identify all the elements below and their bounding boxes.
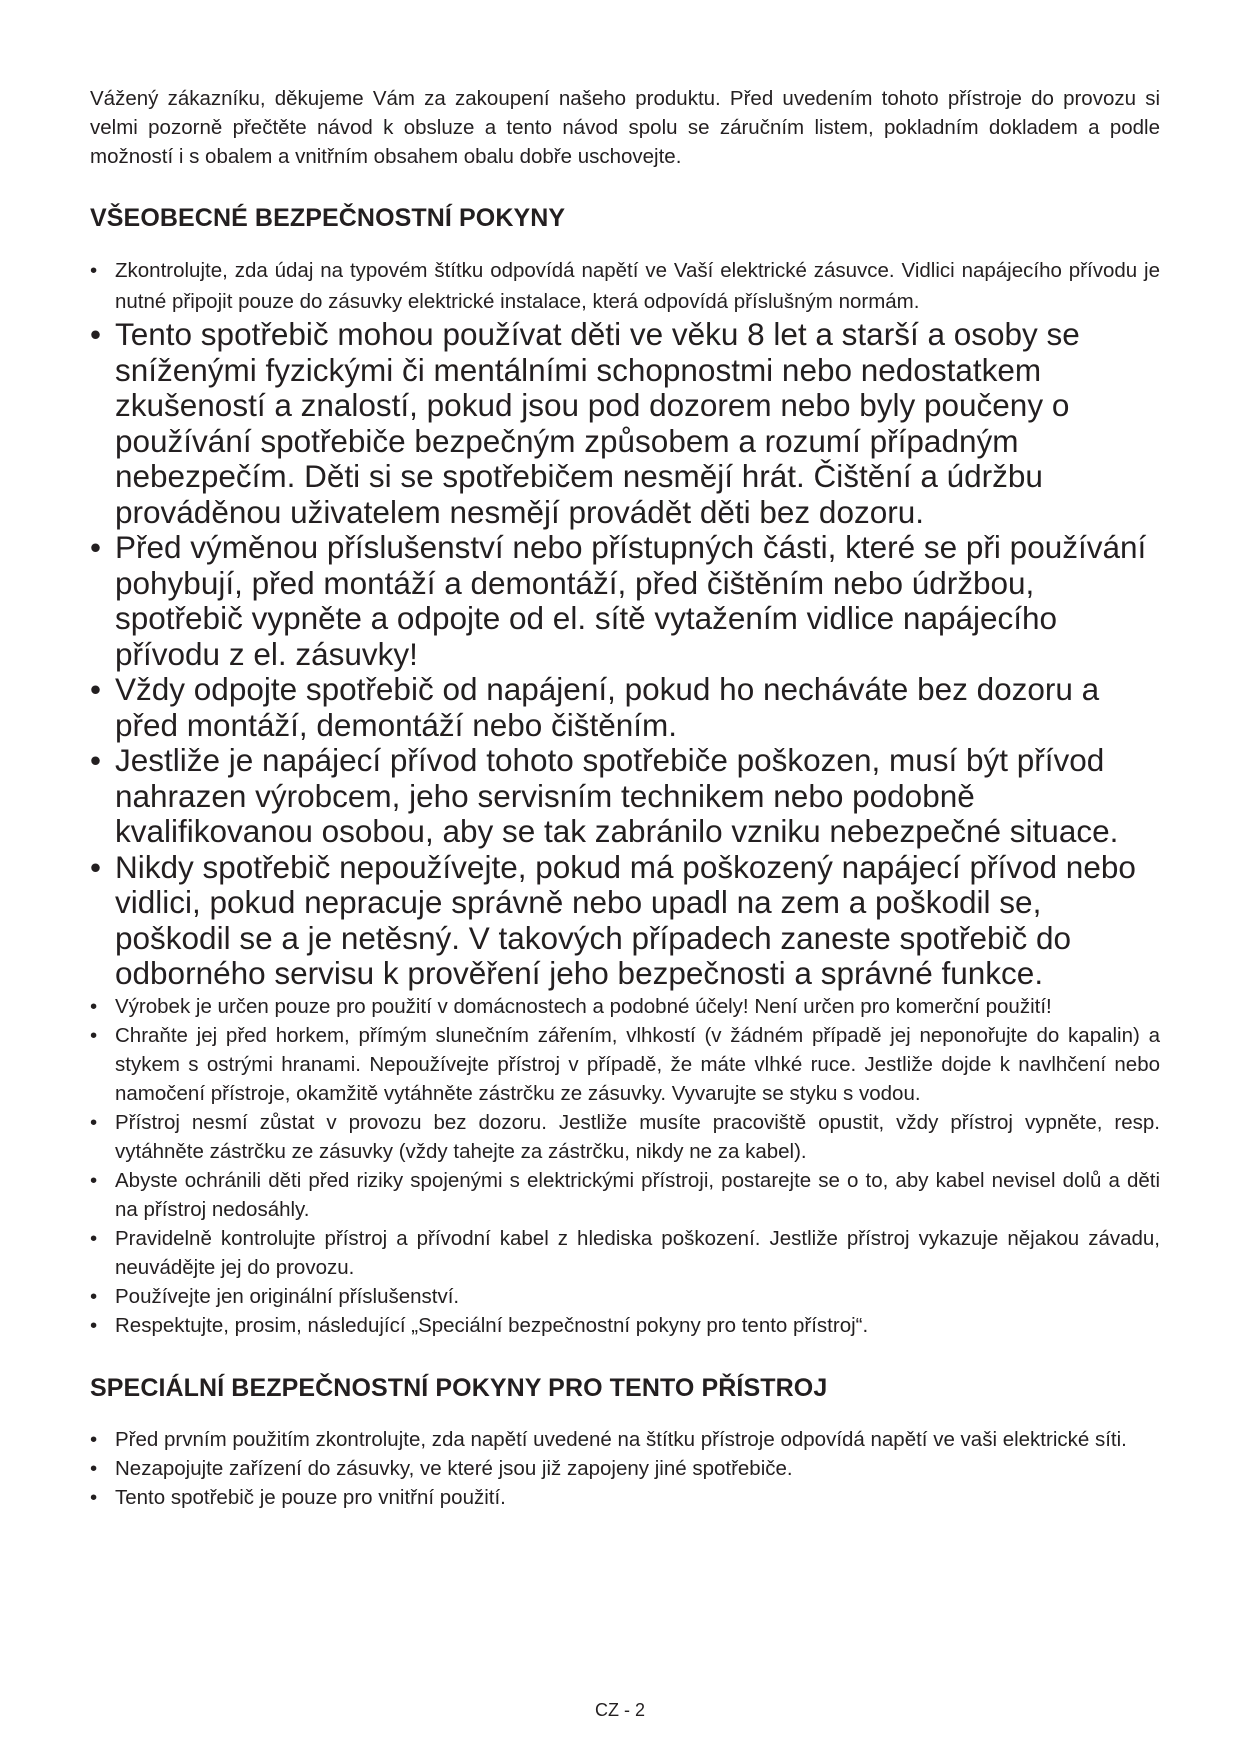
bullet-icon: • [90,1023,98,1047]
list-item-text: Nikdy spotřebič nepoužívejte, pokud má poškozený napájecí přívod nebo vidlici, pokud nepracuje správně nebo upadl na zem a poškodil se, poškodil se a je netěsný. V takových případech zaneste spotřebič do odborného servisu k prověření jeho bezpečnosti a správné funkce. [115,848,1136,991]
bullet-icon: • [90,1226,98,1250]
list-item-text: Používejte jen originální příslušenství. [115,1284,460,1308]
bullet-icon: • [90,1485,98,1509]
bullet-icon: • [90,742,102,778]
general-safety-heading: VŠEOBECNÉ BEZPEČNOSTNÍ POKYNY [90,204,566,232]
list-item [90,1483,1160,1512]
list-item [90,672,1160,743]
list-item-text: Tento spotřebič je pouze pro vnitřní použití. [115,1485,506,1509]
list-item-text: Před výměnou příslušenství nebo přístupných části, které se při používání pohybují, před montáží a demontáží, před čištěním nebo údržbou, spotřebič vypněte a odpojte od el. sítě vytažením vidlice napájecího přívodu z el. zásuvky! [115,529,1147,672]
list-item [90,255,1160,317]
list-item [90,1311,1160,1340]
bullet-icon: • [90,848,102,885]
list-item-text: Tento spotřebič mohou používat děti ve věku 8 let a starší a osoby se sníženými fyzickými či mentálními schopnostmi nebo nedostatkem zkušeností a znalostí, pokud jsou pod dozorem nebo byly poučeny o používání spotřebiče bezpečným způsobem a rozumí případným nebezpečím. Děti si se spotřebičem nesmějí hrát. Čištění a údržbu prováděnou uživatelem nesmějí provádět děti bez dozoru. [115,316,1080,530]
list-item-text: Výrobek je určen pouze pro použití v domácnostech a podobné účely! Není určen pro komerční použití! [115,994,1052,1018]
list-item [90,317,1160,530]
general-safety-list [90,255,1160,1340]
manual-page [90,84,1160,1512]
page-number: CZ - 2 [594,1700,645,1720]
list-item-text: Abyste ochránili děti před riziky spojenými s elektrickými přístroji, postarejte se o to, aby kabel nevisel dolů a děti na přístroj nedosáhly. [115,1168,1160,1221]
list-item [90,1166,1160,1224]
intro-paragraph: Vážený zákazníku, děkujeme Vám za zakoupení našeho produktu. Před uvedením tohoto přístroje do provozu si velmi pozorně přečtěte návod k obsluze a tento návod spolu se záručním listem, pokladním dokladem a podle možností i s obalem a vnitřním obsahem obalu dobře uschovejte. [90,87,1160,168]
list-item [90,992,1160,1021]
list-item-text: Přístroj nesmí zůstat v provozu bez dozoru. Jestliže musíte pracoviště opustit, vždy přístroj vypněte, resp. vytáhněte zástrčku ze zásuvky (vždy tahejte za zástrčku, nikdy ne za kabel). [115,1110,1160,1163]
bullet-icon: • [90,259,98,282]
special-safety-list [90,1425,1160,1512]
list-item [90,1425,1160,1454]
bullet-icon: • [90,316,102,352]
bullet-icon: • [90,1284,98,1308]
bullet-icon: • [90,1313,98,1337]
list-item [90,1021,1160,1108]
list-item-text: Zkontrolujte, zda údaj na typovém štítku odpovídá napětí ve Vaší elektrické zásuvce. Vidlici napájecího přívodu je nutné připojit pouze do zásuvky elektrické instalace, která odpovídá příslušným normám. [115,259,1160,313]
bullet-icon: • [90,1427,98,1451]
list-item-text: Respektujte, prosim, následující „Speciální bezpečnostní pokyny pro tento přístroj“. [115,1313,869,1337]
bullet-icon: • [90,1456,98,1480]
list-item [90,743,1160,850]
list-item-text: Chraňte jej před horkem, přímým slunečním zářením, vlhkostí (v žádném případě jej neponořujte do kapalin) a stykem s ostrými hranami. Nepoužívejte přístroj v případě, že máte vlhké ruce. Jestliže dojde k navlhčení nebo namočení přístroje, okamžitě vytáhněte zástrčku ze zásuvky. Vyvarujte se styku s vodou. [115,1023,1160,1105]
list-item [90,1108,1160,1166]
list-item [90,1454,1160,1483]
list-item [90,530,1160,672]
list-item-text: Vždy odpojte spotřebič od napájení, pokud ho necháváte bez dozoru a před montáží, demontáží nebo čištěním. [115,671,1100,743]
list-item-text: Před prvním použitím zkontrolujte, zda napětí uvedené na štítku přístroje odpovídá napětí ve vaši elektrické síti. [115,1427,1127,1451]
bullet-icon: • [90,1110,98,1134]
bullet-icon: • [90,994,98,1018]
list-item-text: Nezapojujte zařízení do zásuvky, ve které jsou již zapojeny jiné spotřebiče. [115,1456,793,1480]
bullet-icon: • [90,1168,98,1192]
bullet-icon: • [90,529,102,565]
list-item [90,1224,1160,1282]
list-item [90,850,1160,992]
list-item [90,1282,1160,1311]
list-item-text: Jestliže je napájecí přívod tohoto spotřebiče poškozen, musí být přívod nahrazen výrobcem, jeho servisním technikem nebo podobně kvalifikovanou osobou, aby se tak zabránilo vzniku nebezpečné situace. [115,742,1119,849]
list-item-text: Pravidelně kontrolujte přístroj a přívodní kabel z hlediska poškození. Jestliže přístroj vykazuje nějakou závadu, neuvádějte jej do provozu. [115,1226,1160,1279]
bullet-icon: • [90,671,102,707]
special-safety-heading: SPECIÁLNÍ BEZPEČNOSTNÍ POKYNY PRO TENTO PŘÍSTROJ [90,1373,828,1402]
